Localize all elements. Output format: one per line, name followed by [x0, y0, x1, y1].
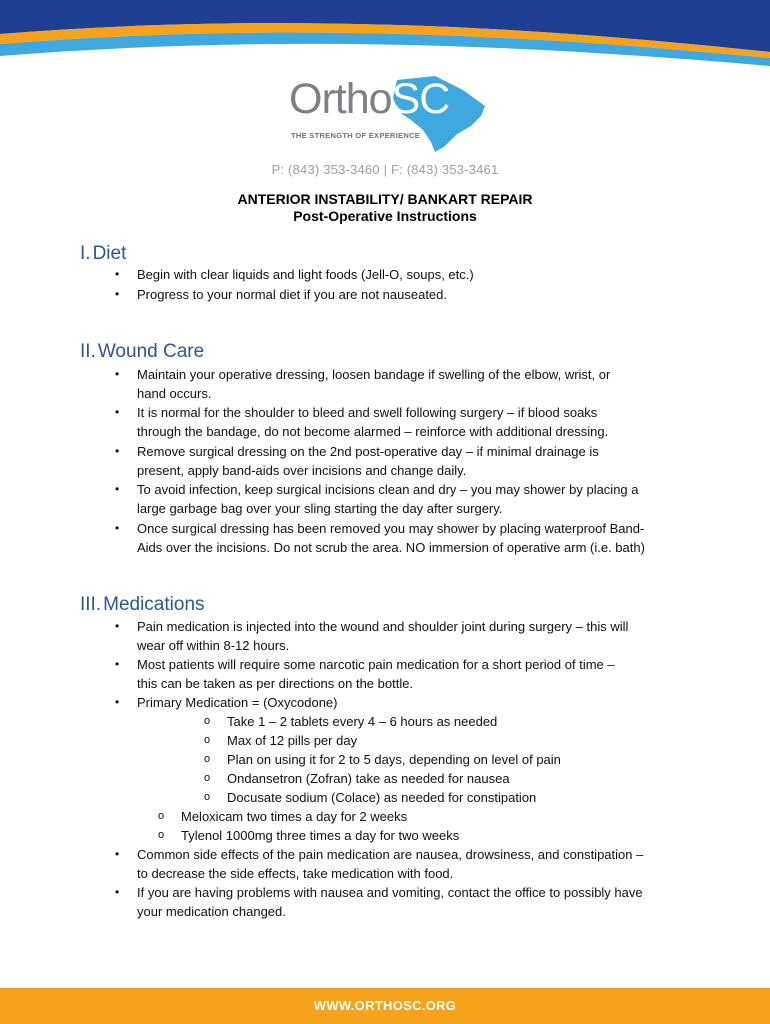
logo-ortho-text: Ortho — [289, 75, 392, 123]
section-title: Wound Care — [97, 341, 205, 362]
sub-list-item: Docusate sodium (Colace) as needed for constipation — [227, 790, 537, 805]
sub-bullet-icon: o — [204, 734, 211, 746]
sub-bullet-icon: o — [204, 772, 211, 784]
footer-website-link[interactable]: WWW.ORTHOSC.ORG — [313, 998, 457, 1013]
sub-list-item: Take 1 – 2 tablets every 4 – 6 hours as needed — [227, 714, 498, 729]
document-subtitle: Post-Operative Instructions — [293, 208, 477, 224]
section-heading-medications — [80, 594, 207, 616]
document-title: ANTERIOR INSTABILITY/ BANKART REPAIR — [237, 191, 533, 207]
sub-bullet-icon: o — [158, 829, 165, 841]
bullet-icon: • — [115, 657, 120, 671]
section-heading-diet — [80, 243, 128, 265]
section-title: Medications — [103, 594, 205, 615]
section-title: Diet — [92, 243, 127, 264]
section-heading-wound-care — [80, 341, 206, 363]
list-item-cont: hand occurs. — [137, 386, 212, 401]
list-item-cont: to decrease the side effects, take medication with food. — [137, 866, 454, 881]
list-item: Begin with clear liquids and light foods (Jell-O, soups, etc.) — [137, 267, 474, 282]
sub-bullet-icon: o — [204, 753, 211, 765]
sub-list-item: Meloxicam two times a day for 2 weeks — [181, 809, 408, 824]
sub-list-item: Plan on using it for 2 to 5 days, depending on level of pain — [227, 752, 561, 767]
sub-list-item: Ondansetron (Zofran) take as needed for nausea — [227, 771, 510, 786]
list-item: Progress to your normal diet if you are not nauseated. — [137, 287, 448, 302]
list-item-cont: present, apply band-aids over incisions and change daily. — [137, 463, 467, 478]
bullet-icon: • — [115, 619, 120, 633]
bullet-icon: • — [115, 521, 120, 535]
list-item: If you are having problems with nausea and vomiting, contact the office to possibly have — [137, 885, 643, 900]
header-swoosh — [0, 0, 770, 75]
list-item: Maintain your operative dressing, loosen bandage if swelling of the elbow, wrist, or — [137, 367, 611, 382]
section-number: I. — [80, 243, 91, 264]
list-item-cont: your medication changed. — [137, 904, 286, 919]
contact-numbers: P: (843) 353-3460 | F: (843) 353-3461 — [271, 162, 499, 177]
list-item-cont: Aids over the incisions. Do not scrub the area. NO immersion of operative arm (i.e. bath) — [137, 540, 645, 555]
bullet-icon: • — [115, 444, 120, 458]
bullet-icon: • — [115, 482, 120, 496]
bullet-icon: • — [115, 267, 120, 281]
list-item-cont: wear off within 8-12 hours. — [137, 638, 290, 653]
orthosc-logo — [285, 68, 490, 160]
list-item-cont: this can be taken as per directions on the bottle. — [137, 676, 414, 691]
section-number: II. — [80, 341, 96, 362]
sub-list-item: Max of 12 pills per day — [227, 733, 358, 748]
list-item-cont: large garbage bag over your sling starting the day after surgery. — [137, 501, 503, 516]
sub-bullet-icon: o — [204, 791, 211, 803]
bullet-icon: • — [115, 287, 120, 301]
section-number: III. — [80, 594, 102, 615]
sub-bullet-icon: o — [204, 715, 211, 727]
list-item: Pain medication is injected into the wound and shoulder joint during surgery – this will — [137, 619, 629, 634]
list-item: Remove surgical dressing on the 2nd post-operative day – if minimal drainage is — [137, 444, 599, 459]
list-item: Most patients will require some narcotic pain medication for a short period of time – — [137, 657, 615, 672]
bullet-icon: • — [115, 885, 120, 899]
list-item: Once surgical dressing has been removed you may shower by placing waterproof Band- — [137, 521, 645, 536]
sub-bullet-icon: o — [158, 810, 165, 822]
list-item: Primary Medication = (Oxycodone) — [137, 695, 338, 710]
bullet-icon: • — [115, 367, 120, 381]
list-item: It is normal for the shoulder to bleed and swell following surgery – if blood soaks — [137, 405, 598, 420]
list-item: Common side effects of the pain medication are nausea, drowsiness, and constipation – — [137, 847, 644, 862]
logo-sc-text: SC — [391, 75, 450, 123]
bullet-icon: • — [115, 847, 120, 861]
list-item-cont: through the bandage, do not become alarmed – reinforce with additional dressing. — [137, 424, 609, 439]
list-item: To avoid infection, keep surgical incisions clean and dry – you may shower by placing a — [137, 482, 639, 497]
footer-bar — [0, 988, 770, 1024]
bullet-icon: • — [115, 695, 120, 709]
bullet-icon: • — [115, 405, 120, 419]
logo-tagline: THE STRENGTH OF EXPERIENCE — [291, 131, 421, 140]
sub-list-item: Tylenol 1000mg three times a day for two weeks — [181, 828, 460, 843]
